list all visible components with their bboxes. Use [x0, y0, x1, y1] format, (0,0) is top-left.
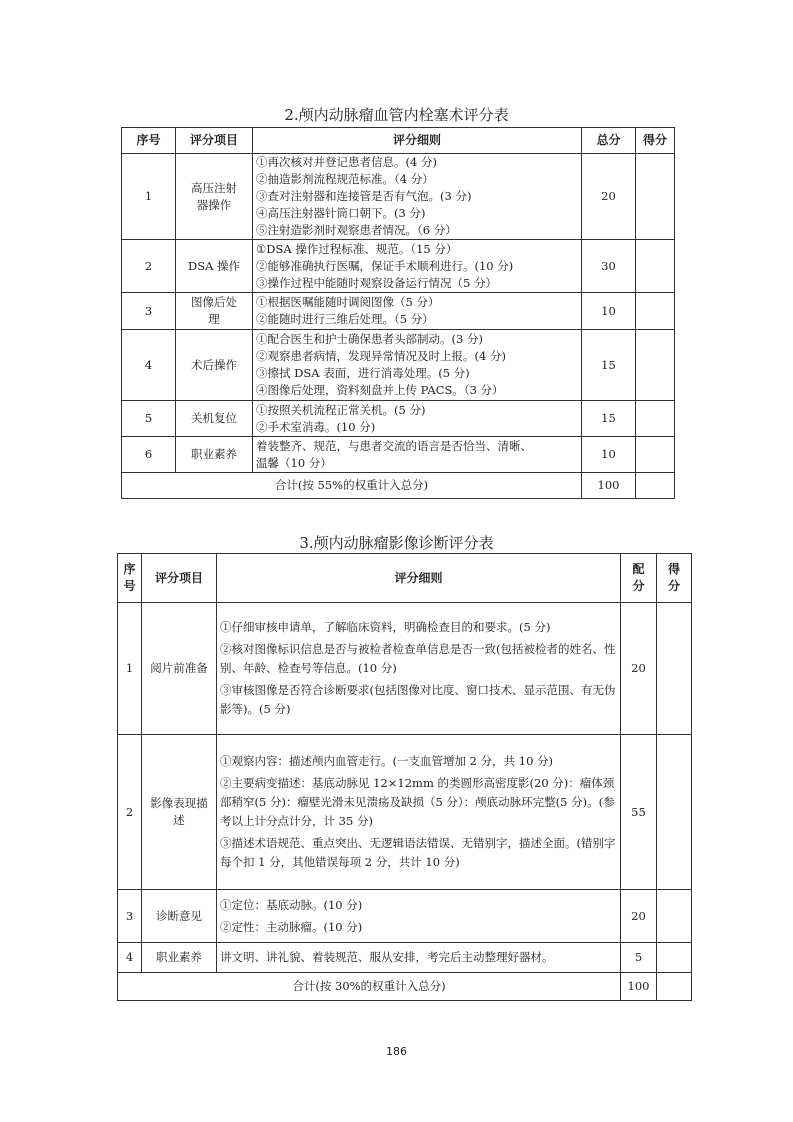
row-score-cell[interactable]: [636, 437, 675, 473]
detail-line: ③查对注射器和连接管是否有气泡。(3 分): [256, 189, 472, 203]
table2-title: 2.颅内动脉瘤血管内栓塞术评分表: [284, 106, 509, 124]
row-item: 职业素养: [142, 943, 217, 973]
detail-line: ②手术室消毒。(10 分): [256, 419, 376, 434]
row-no: 1: [118, 603, 142, 735]
detail-line: ②核对图像标识信息是否与被检者检查单信息是否一致(包括被检者的姓名、性别、年龄、检查号等信息。(10 分): [220, 642, 616, 675]
detail-line: ③操作过程中能随时观察设备运行情况（5 分）: [256, 275, 497, 290]
detail-line: ③描述术语规范、重点突出、无逻辑语法错误、无错别字，描述全面。(错别字每个扣 1 分，其他错误每项 2 分，共计 10 分): [220, 836, 616, 869]
row-no: 2: [118, 735, 142, 890]
row-no: 3: [118, 890, 142, 943]
row-item: 高压注射器操作: [176, 154, 253, 240]
table-row: [118, 943, 692, 973]
table-row: [122, 154, 675, 240]
detail-line: ③审核图像是否符合诊断要求(包括图像对比度、窗口技术、显示范围、有无伪影等)。(5 分): [220, 683, 616, 716]
detail-line: ①定位：基底动脉。(10 分): [220, 897, 363, 912]
row-total: 5: [621, 943, 657, 973]
row-score-cell[interactable]: [636, 401, 675, 437]
detail-line: 讲文明、讲礼貌、着装规范、服从安排，考完后主动整理好器材。: [220, 950, 554, 964]
row-total: 10: [582, 437, 636, 473]
detail-line: ①再次核对并登记患者信息。(4 分): [256, 155, 437, 169]
table3-title: 3.颅内动脉瘤影像诊断评分表: [299, 534, 494, 552]
row-score-cell[interactable]: [636, 330, 675, 401]
detail-line: ②主要病变描述：基底动脉见 12×12mm 的类圆形高密度影(20 分)：瘤体颈部稍窄(5 分)：瘤壁光滑未见溃疡及缺损（5 分）：颅底动脉环完整(5 分)。(参考以上计分点计分，计 35 分): [220, 776, 615, 828]
row-item: 图像后处理: [176, 293, 253, 330]
row-score-cell[interactable]: [657, 735, 692, 890]
row-no: 4: [118, 943, 142, 973]
row-item: 关机复位: [176, 401, 253, 437]
detail-line: ②观察患者病情，发现异常情况及时上报。(4 分): [256, 349, 506, 363]
table-row: [122, 293, 675, 330]
embolization-score-table: [121, 127, 675, 499]
row-details: [217, 890, 621, 943]
table-row: [118, 890, 692, 943]
row-total: 20: [621, 890, 657, 943]
row-score-cell[interactable]: [636, 240, 675, 293]
detail-line: ①配合医生和护士确保患者头部制动。(3 分): [256, 332, 483, 346]
row-details: [253, 154, 582, 240]
detail-line: ①按照关机流程正常关机。(5 分): [256, 402, 426, 417]
row-no: 5: [122, 401, 176, 437]
header-no: 序号: [122, 128, 176, 154]
row-item: 影像表现描述: [142, 735, 217, 890]
detail-line: ②能够准确执行医嘱，保证手术顺利进行。(10 分): [256, 258, 514, 273]
detail-line: ②抽造影剂流程规范标准。（4 分）: [256, 172, 434, 186]
row-details: [253, 401, 582, 437]
row-total: 15: [582, 330, 636, 401]
row-score-cell[interactable]: [657, 603, 692, 735]
header-item: 评分项目: [142, 554, 217, 603]
detail-line: ②能随时进行三维后处理。（5 分）: [256, 312, 434, 326]
sum-row: [118, 973, 692, 1001]
imaging-diagnosis-score-table: [117, 553, 692, 1001]
header-score: 得分: [657, 554, 692, 603]
row-item: 职业素养: [176, 437, 253, 473]
row-no: 1: [122, 154, 176, 240]
sum-label: 合计(按 30%的权重计入总分): [118, 973, 621, 1001]
detail-line: ③擦拭 DSA 表面，进行消毒处理。(5 分): [256, 366, 470, 380]
row-no: 3: [122, 293, 176, 330]
row-details: [253, 293, 582, 330]
detail-line: ①观察内容：描述颅内血管走行。(一支血管增加 2 分，共 10 分): [220, 754, 554, 768]
row-total: 20: [582, 154, 636, 240]
row-item: 诊断意见: [142, 890, 217, 943]
page-number: 186: [386, 1045, 407, 1058]
row-score-cell[interactable]: [657, 943, 692, 973]
row-details: [253, 330, 582, 401]
sum-total: 100: [582, 473, 636, 499]
table-row: [118, 735, 692, 890]
detail-line: ①DSA 操作过程标准、规范。（15 分）: [256, 241, 458, 256]
header-total: 总分: [582, 128, 636, 154]
detail-line: ④高压注射器针筒口朝下。(3 分): [256, 206, 426, 220]
row-details: [253, 240, 582, 293]
header-details: 评分细则: [253, 128, 582, 154]
table-row: [122, 437, 675, 473]
header-score: 得分: [636, 128, 675, 154]
row-total: 30: [582, 240, 636, 293]
row-no: 2: [122, 240, 176, 293]
detail-line: ①仔细审核申请单，了解临床资料，明确检查目的和要求。(5 分): [220, 620, 551, 634]
row-total: 15: [582, 401, 636, 437]
detail-line: ⑤注射造影剂时观察患者情况。（6 分）: [256, 223, 457, 237]
row-total: 10: [582, 293, 636, 330]
header-item: 评分项目: [176, 128, 253, 154]
table-row: [122, 240, 675, 293]
sum-total: 100: [621, 973, 657, 1001]
sum-score-cell[interactable]: [657, 973, 692, 1001]
detail-line: ④图像后处理，资料刻盘并上传 PACS。（3 分）: [256, 383, 504, 397]
row-no: 4: [122, 330, 176, 401]
row-no: 6: [122, 437, 176, 473]
row-details: [253, 437, 582, 473]
row-total: 55: [621, 735, 657, 890]
detail-line: ①根据医嘱能随时调阅图像（5 分）: [256, 295, 440, 309]
table-row: [122, 401, 675, 437]
row-score-cell[interactable]: [636, 154, 675, 240]
sum-score-cell[interactable]: [636, 473, 675, 499]
sum-label: 合计(按 55%的权重计入总分): [122, 473, 582, 499]
header-total: 配分: [621, 554, 657, 603]
row-item: 阅片前准备: [142, 603, 217, 735]
row-score-cell[interactable]: [657, 890, 692, 943]
row-details: [217, 735, 621, 890]
row-details: [217, 603, 621, 735]
detail-line: 着装整齐、规范，与患者交流的语言是否恰当、清晰、: [256, 438, 532, 453]
table-row: [122, 330, 675, 401]
row-total: 20: [621, 603, 657, 735]
row-item: DSA 操作: [176, 240, 253, 293]
detail-line: 温馨（10 分）: [256, 455, 332, 470]
header-details: 评分细则: [217, 554, 621, 603]
sum-row: [122, 473, 675, 499]
row-details: [217, 943, 621, 973]
row-score-cell[interactable]: [636, 293, 675, 330]
header-no: 序号: [118, 554, 142, 603]
table-row: [118, 603, 692, 735]
row-item: 术后操作: [176, 330, 253, 401]
detail-line: ②定性：主动脉瘤。(10 分): [220, 919, 363, 934]
